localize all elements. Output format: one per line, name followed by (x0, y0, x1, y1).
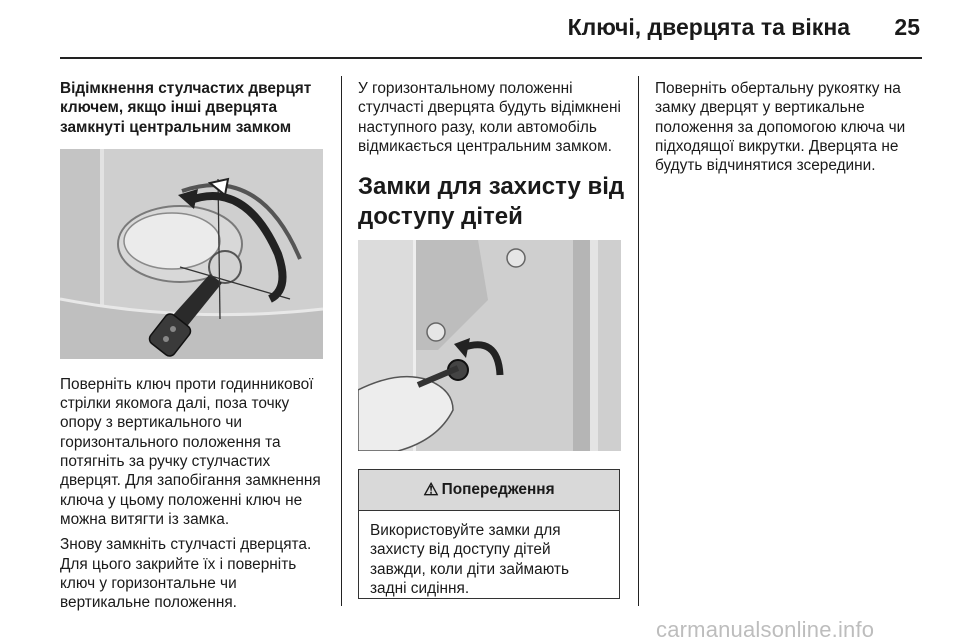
header-rule (60, 57, 922, 59)
right-paragraph-1: Поверніть обертальну рукоятку на замку дверцят у вертикальне положення за допомогою ключа чи підходящої викрутки. Дверцята не будуть відчинятися зсередини. (655, 80, 906, 175)
warning-triangle-icon: ⚠ (423, 480, 439, 499)
column-divider-right (638, 76, 639, 606)
column-divider-left (341, 76, 342, 606)
middle-paragraph-1: У горизонтальному положенні стулчасті дверцята будуть відімкнені наступного разу, коли автомобіль відмикається центральним замком. (358, 80, 621, 155)
middle-column (358, 79, 626, 451)
left-column (60, 79, 328, 618)
section-heading-child-locks: Замки для захисту від доступу дітей (358, 173, 625, 231)
child-lock-illustration (358, 240, 621, 451)
header-title: Ключі, дверцята та вікна (567, 14, 850, 40)
page-number: 25 (894, 14, 920, 40)
watermark: carmanualsonline.info (656, 617, 875, 642)
warning-text: Використовуйте замки для захисту від доступу дітей завжди, коли діти займають задні сидіння. (370, 522, 569, 597)
right-column (655, 79, 923, 181)
warning-title: Попередження (441, 481, 555, 498)
rear-door-key-illustration (60, 149, 323, 359)
warning-box (358, 469, 620, 599)
left-paragraph-1: Поверніть ключ проти годинникової стрілки якомога далі, поза точку опору з вертикального чи горизонтального положення та потягніть за ручку стулчастих дверцят. Для запобігання замкнення ключа у цьому положенні ключ не можна витягти із замка. (60, 375, 321, 528)
left-paragraph-2: Знову замкніть стулчасті дверцята. Для цього закрийте їх і поверніть ключ у горизонтальне чи вертикальне положення. (60, 536, 312, 612)
warning-header (359, 470, 619, 511)
section-heading-rear-doors: Відімкнення стулчастих дверцят ключем, якщо інші дверцята замкнуті центральним замком (60, 80, 312, 136)
